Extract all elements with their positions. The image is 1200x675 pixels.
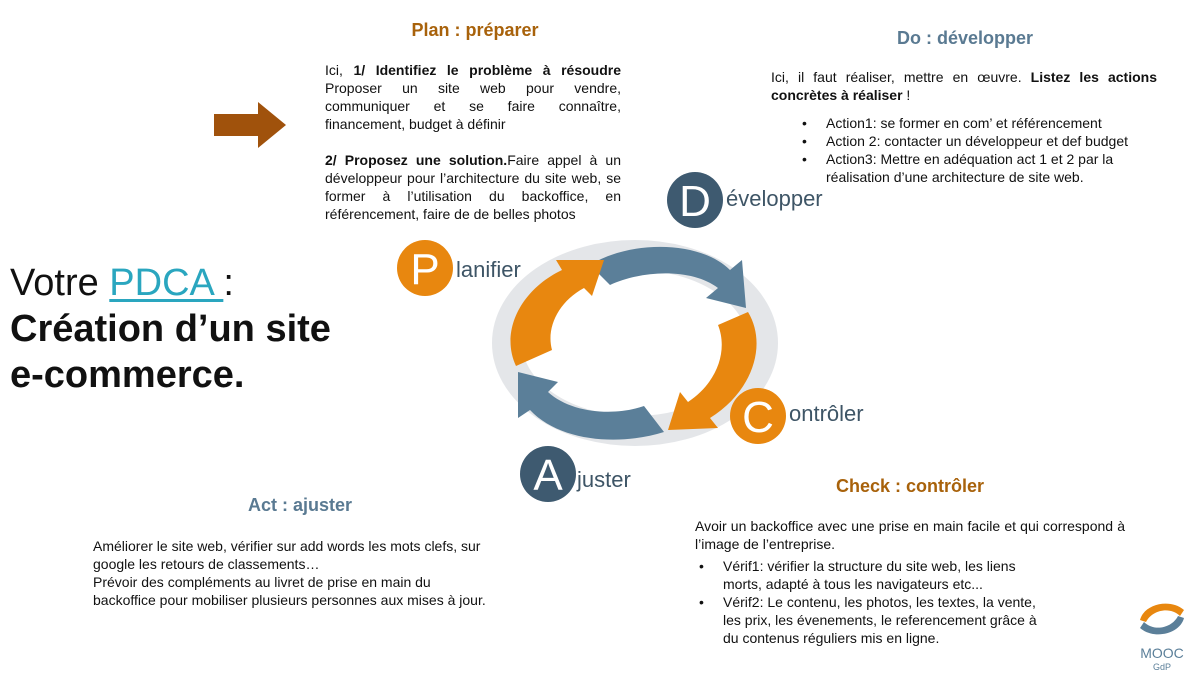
act-heading: Act : ajuster [247, 495, 353, 515]
plan-letter: P [410, 245, 440, 294]
plan-heading: Plan : préparer [411, 20, 539, 40]
list-item: • Vérif2: Le contenu, les photos, les textes, la vente, les prix, les évenements, le referencement grâce à du contenus réguliers mis en ligne. [699, 594, 1037, 646]
do-heading: Do : développer [896, 28, 1034, 48]
pdca-link[interactable]: PDCA [109, 262, 224, 304]
list-item: • Vérif1: vérifier la structure du site web, les liens morts, adapté à tous les navigateurs etc... [699, 558, 1016, 592]
list-item: • Action3: Mettre en adéquation act 1 et 2 par la réalisation d’une architecture de site web. [802, 151, 1114, 185]
control-word: ontrôler [789, 401, 864, 426]
page-title: Votre PDCA : Création d’un site e-commerce. [10, 262, 331, 396]
develop-word: évelopper [726, 186, 823, 211]
do-intro: Ici, il faut réaliser, mettre en œuvre. Listez les actions concrètes à réaliser ! [771, 69, 1157, 103]
list-item: • Action1: se former en com’ et référencement [802, 115, 1102, 131]
right-arrow-icon [212, 100, 288, 150]
act-text: Améliorer le site web, vérifier sur add words les mots clefs, sur google les retours de classements… Prévoir des compléments au livret de prise en main du backoffice pour mobiliser plusieurs personnes aux mises à jour. [93, 538, 486, 608]
mooc-logo-icon [1130, 598, 1194, 673]
check-intro: Avoir un backoffice avec une prise en main facile et qui correspond à l’image de l’entreprise. [695, 518, 1125, 552]
cycle-arrow-adjust [518, 372, 664, 440]
list-item: • Action 2: contacter un développeur et def budget [802, 133, 1128, 149]
logo-text-mooc: MOOC [1140, 645, 1184, 661]
control-letter: C [742, 393, 774, 442]
logo-text-gdp: GdP [1152, 662, 1172, 672]
plan-word: lanifier [456, 257, 521, 282]
adjust-letter: A [533, 451, 563, 500]
check-list [699, 557, 1053, 647]
cycle-arrow-develop [590, 247, 746, 308]
adjust-word: juster [577, 467, 631, 492]
pdca-cycle-diagram [380, 160, 900, 510]
develop-letter: D [679, 177, 711, 226]
check-heading: Check : contrôler [835, 476, 985, 496]
plan-step1: Ici, 1/ Identifiez le problème à résoudre Proposer un site web pour vendre, communiquer et se faire connaître, financement, budget à définir [325, 62, 621, 132]
plan-step2: 2/ Proposez une solution.Faire appel à un développeur pour l’architecture du site web, se former à l’utilisation du backoffice, en référencement, faire de de belles photos [325, 152, 621, 222]
cycle-arrow-plan [511, 260, 604, 366]
